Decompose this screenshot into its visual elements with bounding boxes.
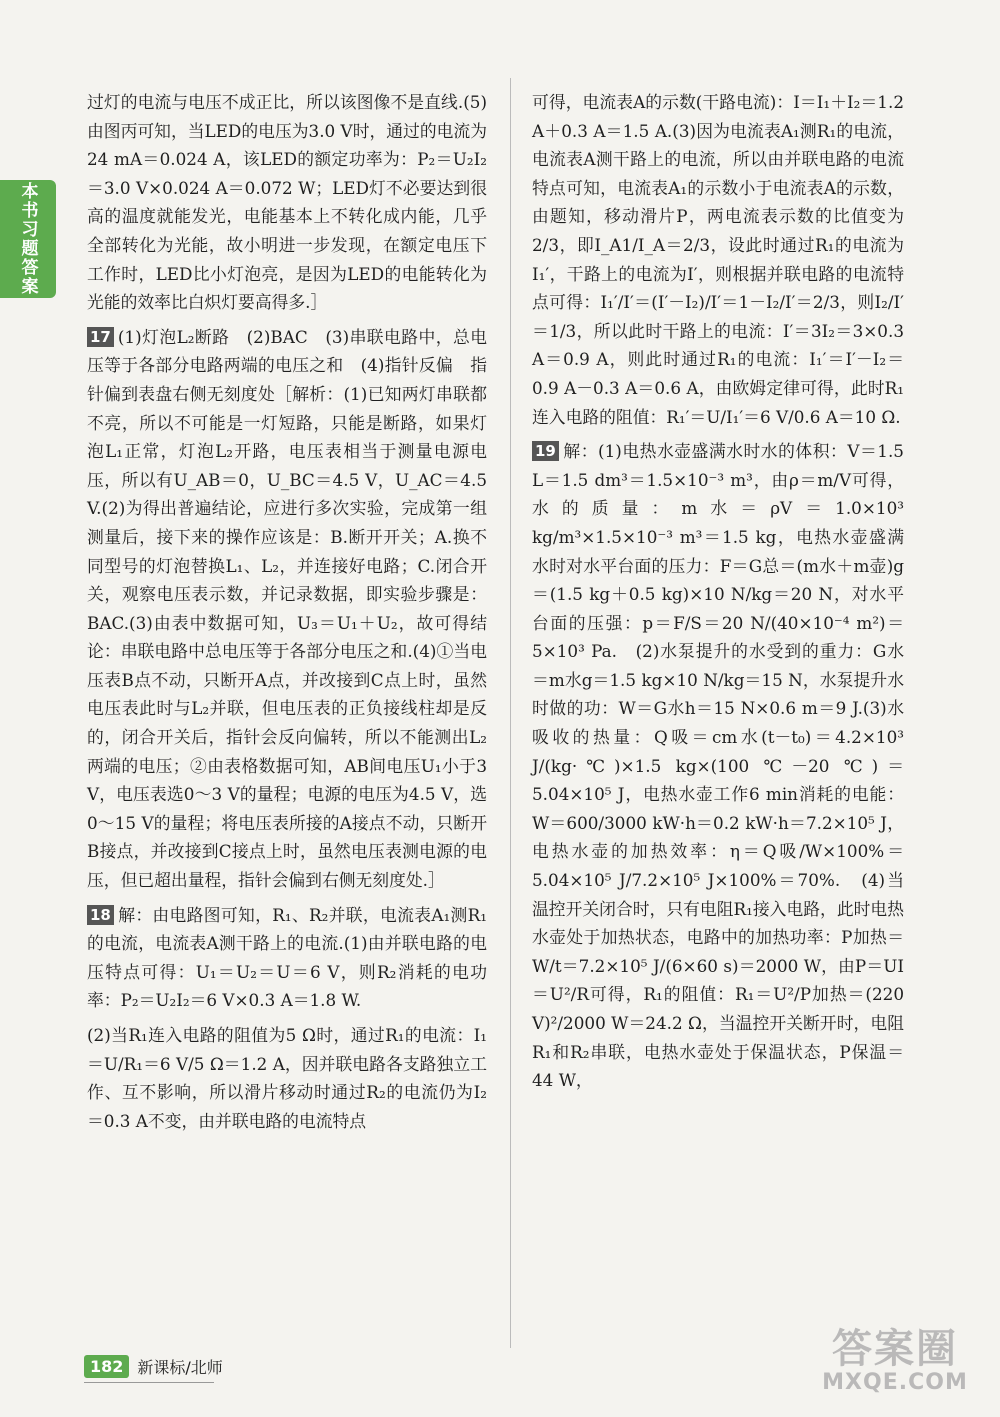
answer-18-cont: 可得，电流表A的示数(干路电流)：I＝I₁＋I₂＝1.2 A＋0.3 A＝1.5 A.(3)因为电流表A₁测R₁的电流，电流表A测干路上的电流，所以由并联电路的电流特点可知，电流表A₁的示数小于电流表A的示数，由题知，移动滑片P，两电流表示数的比值变为2/3，即I_A1/I_A＝2/3，设此时通过R₁的电流为I₁′，干路上的电流为I′，则根据并联电路的电流特点可得：I₁′/I′＝(I′－I₂)/I′＝1－I₂/I′＝2/3，则I₂/I′＝1/3，所以此时干路上的电流：I′＝3I₂＝3×0.3 A＝0.9 A，则此时通过R₁的电流：I₁′＝I′－I₂＝0.9 A－0.3 A＝0.6 A，由欧姆定律可得，此时R₁连入电路的阻值：R₁′＝U/I₁′＝6 V/0.6 A＝10 Ω. [532,92,904,427]
answer-18-text: 解：由电路图可知，R₁、R₂并联，电流表A₁测R₁的电流，电流表A测干路上的电流.(1)由并联电路的电压特点可得：U₁＝U₂＝U＝6 V，则R₂消耗的电功率：P₂＝U₂I₂＝6 V×0.3 A＝1.8 W. [87,904,487,1011]
footer-rule [84,1382,214,1383]
watermark-site: MXQE.COM [822,1370,968,1395]
column-divider [510,78,511,1348]
watermark-title: 答案圈 [832,1326,958,1372]
series-label: 新课标/北师 [137,1357,223,1377]
question-number-19: 19 [532,441,559,461]
answer-19 [532,437,904,1095]
left-column [87,88,487,1141]
right-column [532,88,904,1101]
question-number-17: 17 [87,327,114,347]
watermark-logo [810,1327,980,1405]
answer-17-text: (1)灯泡L₂断路 (2)BAC (3)串联电路中，总电压等于各部分电路两端的电压之和 (4)指针反偏 指针偏到表盘右侧无刻度处［解析：(1)已知两灯串联都不亮，所以不可能是一灯短路，只能是断路，如果灯泡L₁正常，灯泡L₂开路，电压表相当于测量电源电压，所以有U_AB＝0，U_BC＝4.5 V，U_AC＝4.5 V.(2)为得出普遍结论，应进行多次实验，完成第一组测量后，接下来的操作应该是：B.断开开关；A.换不同型号的灯泡替换L₁、L₂，并连接好电路；C.闭合开关，观察电压表示数，并记录数据，即实验步骤是：BAC.(3)由表中数据可知，U₃＝U₁＋U₂，故可得结论：串联电路中总电压等于各部分电压之和.(4)①当电压表B点不动，只断开A点，并改接到C点上时，虽然电压表此时与L₂并联，但电压表的正负接线柱却是反的，闭合开关后，指针会反向偏转，所以不能测出L₂两端的电压；②由表格数据可知，AB间电压U₁小于3 V，电压表选0～3 V的量程；电源的电压为4.5 V，选0～15 V的量程；将电压表所接的A接点不动，只断开B接点，并改接到C接点上时，虽然电压表测电源的电压，但已超出量程，指针会偏到右侧无刻度处.］ [87,326,487,891]
paragraph-16-cont: 过灯的电流与电压不成正比，所以该图像不是直线.(5)由图丙可知，当LED的电压为3.0 V时，通过的电流为24 mA＝0.024 A，该LED的额定功率为：P₂＝U₂I₂＝3.0 V×0.024 A＝0.072 W；LED灯不必要达到很高的温度就能发光，电能基本上不转化成内能，几乎全部转化为光能，故小明进一步发现，在额定电压下工作时，LED比小灯泡亮，是因为LED的电能转化为光能的效率比白炽灯要高得多.］ [87,92,487,313]
answer-17 [87,323,487,895]
side-tab-answers: 本书习题答案 [0,180,56,298]
answer-18-part2: (2)当R₁连入电路的阻值为5 Ω时，通过R₁的电流：I₁＝U/R₁＝6 V/5 Ω＝1.2 A，因并联电路各支路独立工作、互不影响，所以滑片移动时通过R₂的电流仍为I₂＝0.3 A不变，由并联电路的电流特点 [87,1025,487,1131]
answer-18 [87,901,487,1015]
page-footer [84,1352,223,1380]
question-number-18: 18 [87,905,114,925]
answer-19-text: 解：(1)电热水壶盛满水时水的体积：V＝1.5 L＝1.5 dm³＝1.5×10⁻³ m³，由ρ＝m/V可得，水的质量：m水＝ρV＝1.0×10³ kg/m³×1.5×10⁻³ m³＝1.5 kg，电热水壶盛满水时对水平台面的压力：F＝G总＝(m水＋m壶)g＝(1.5 kg＋0.5 kg)×10 N/kg＝20 N，对水平台面的压强：p＝F/S＝20 N/(40×10⁻⁴ m²)＝5×10³ Pa. (2)水泵提升的水受到的重力：G水＝m水g＝1.5 kg×10 N/kg＝15 N，水泵提升水时做的功：W＝G水h＝15 N×0.6 m＝9 J.(3)水吸收的热量：Q吸＝cm水(t－t₀)＝4.2×10³ J/(kg·℃)×1.5 kg×(100 ℃－20 ℃)＝5.04×10⁵ J，电热水壶工作6 min消耗的电能：W＝600/3000 kW·h＝0.2 kW·h＝7.2×10⁵ J，电热水壶的加热效率：η＝Q吸/W×100%＝5.04×10⁵ J/7.2×10⁵ J×100%＝70%. (4)当温控开关闭合时，只有电阻R₁接入电路，此时电热水壶处于加热状态，电路中的加热功率：P加热＝W/t＝7.2×10⁵ J/(6×60 s)＝2000 W，由P＝UI＝U²/R可得，R₁的阻值：R₁＝U²/P加热＝(220 V)²/2000 W＝24.2 Ω，当温控开关断开时，电阻R₁和R₂串联，电热水壶处于保温状态，P保温＝44 W， [532,441,904,1091]
page-number: 182 [84,1355,129,1378]
